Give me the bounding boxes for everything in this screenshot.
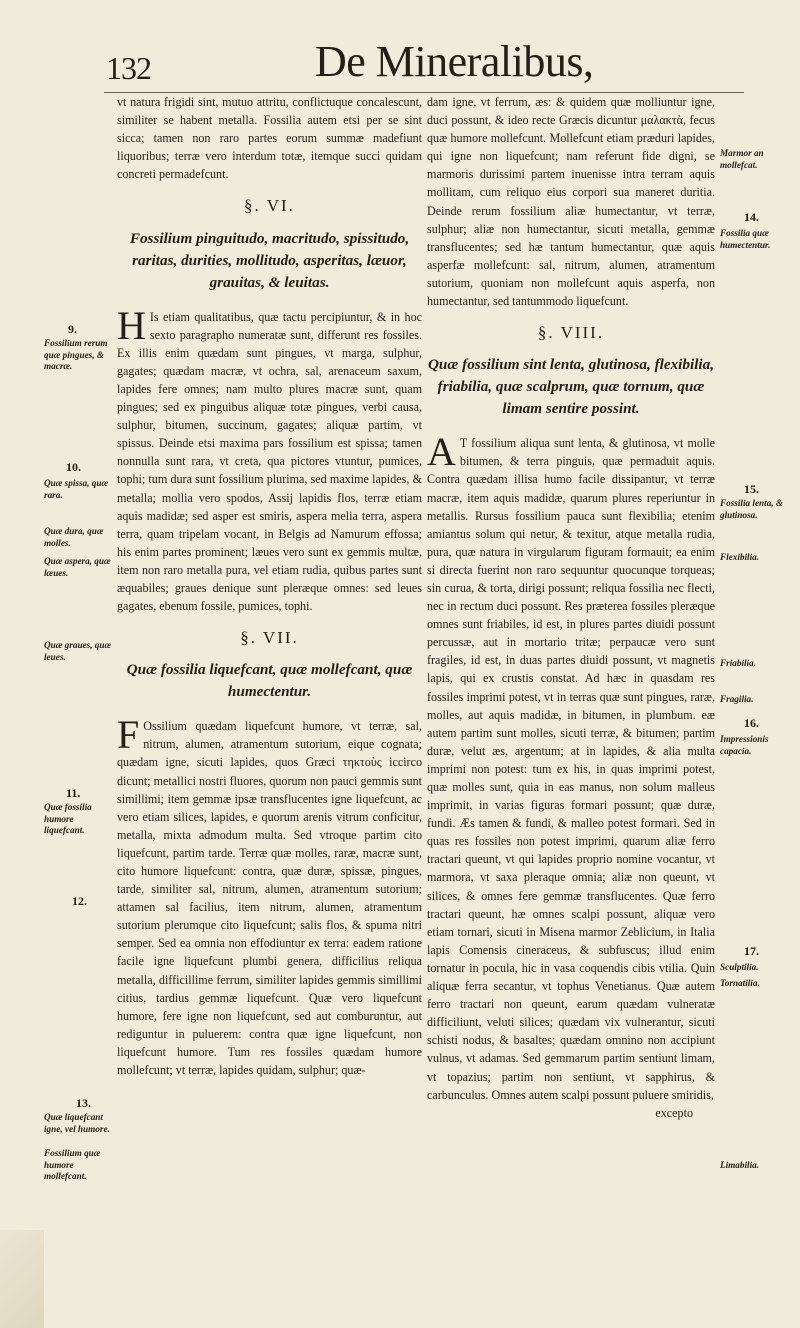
margin-note-10d: Quæ graues, quæ leues.	[44, 640, 112, 662]
margin-number-12: 12.	[72, 894, 87, 908]
section-8-text: T fossilium aliqua sunt lenta, & glutinosa, vt molle bitumen, & terra pinguis, quæ permaduit aquis. Contra quædam illisa humo facile dissipantur, vt terræ macræ, item aquis madidæ, quarum plures reperiuntur in metallis. Rursus fossilium pauca sunt flexibilia; etenim amiantus solum qui netur, & texitur, atque metalla rudia, pura, quæ natura in virgularum figuram formauit; ea enim si directa fuerint non raro sequuntur quocunque torqueas; sin curua, & torta, dirigi possunt; reliqua fossilia nec flecti, nec in rectum duci possunt. Res præterea fossiles pleræque omnes sunt friabiles, id est, in plures partes diuidi possunt percussæ, aut in mortario tritæ; perpaucæ vero sunt fragiles, id est, in duas partes diuidi possunt, vt magnetis lapis, qui ex crustis constat. Ad hæc in quasdam res fossiles imprimi potest, vt in terras quæ sunt pingues, raræ, molles, aut aquis madidæ, in bitumen, in plumbum. eæ autem partim sunt molles, sicuti terræ, & bitumen; partim duræ, velut æs, argentum; at in lapides, & alia multa imprimi non potest: tum ex his, in quas imprimi potest, quæ molles sunt, quia in eas manus, non solum malleus imprimit, in varias figuras formari possunt; quæ duræ, fundi. Æs tamen & fundi, & malleo potest formari. Sed in quas res fossiles non potest imprimi, quarum aliæ ferro tractari queunt, vt qui lapides proprio nomine vocantur, vt marmora, vt saxa pleraque omnia; aliæ non queunt, vt silices, & omnes fere gemmæ transflucentes. Quæ ferro tractari queunt, hæ omnes scalpi possunt, aliquæ vero etiam tornari, sicuti in Misena marmor Zeblicium, in Italia lapis Comensis cineraceus, & subfuscus; illud enim tornatur in pocula, hic in vasa coquendis cibis vtilia. Quin aliquæ ferra secantur, vt tophus Venetianus. Quæ autem ferro tractari non queunt, earum quædam vulneratæ difficiliunt, veluti silices; quædam vix vulnerantur, sicuti schisti nodus, & basaltes; quædam omnino non accipiunt vulnus, vt adamas. Sed gemmarum partim sentiunt limam, vt topazius; partim non sentiunt, vt sapphirus, & carbunculus. Omnes autem scalpi possunt puluere smiridis,	[427, 436, 715, 1102]
margin-number-11: 11.	[66, 786, 81, 800]
section-7-text: Ossilium quædam liquefcunt humore, vt terræ, sal, nitrum, alumen, atramentum sutorium, eique cognata; quædam igne, sicuti lapides, quos Græci τηκτοὺς iccirco dicunt; metallici nostri fluores, quorum non pauci gemmis sunt simillimi; item gemmæ ipsæ transflucentes igne liquefcunt, ac vero etiam silices, lapides, e quorum arenis vitrum conficitur, metalla, mixta admodum multa. Sed vtroque partim cito liquefcunt, partim tarde. Terræ quæ molles, raræ, macræ sunt, cito humore liquefcunt: contra, quæ duræ, spissæ, pingues, tarde, similiter sal, nitrum, alumen, atramentum sutorium; attamen sal facilius, item nitrum, alumen, atramentum sutorium plerumque cito liquefcunt; salis flos, & spuma nitri semper. Sed ea omnia non effodiuntur ex terra: eadem ratione facile igne liquefcunt plumbi genera, difficilius reliqua metalla, difficillime ferrum, similiter lapides gemmis simillimi citius, tardius gemmæ liquefcunt. Quæ vero liquefcunt humore, fere igne non liquefcunt, sed aut comburuntur, aut rediguntur in puluerem: contra quæ igne liquefcunt, non liquefcunt humore. Tum res fossiles quædam humore mollefcunt; vt terræ, lapides quidam, sulphur; quæ-	[117, 719, 422, 1078]
dropcap-a: A	[427, 429, 456, 475]
running-head: De Mineralibus,	[315, 37, 594, 86]
section-8-title: §. VIII.	[537, 323, 605, 343]
margin-note-17b: Tornatilia.	[720, 978, 760, 988]
section-8-body	[427, 429, 715, 1103]
margin-number-17: 17.	[744, 944, 759, 958]
margin-note-marmor: Marmor an mollefcat.	[720, 148, 764, 170]
left-paragraph-1: vt natura frigidi sint, mutuo attritu, conflictuque concalescunt, similiter se habent metalla. Fossilia autem etsi per se sint sicca; tamen non raro partes eorum summæ madefiunt liquoribus; terræ vero interdum totæ, itemque succi quidam concreti permadefcunt.	[117, 95, 422, 182]
margin-note-11: Quæ fossilia humore liquefcant.	[44, 802, 92, 835]
margin-note-10a: Quæ spissa, quæ rara.	[44, 478, 109, 500]
margin-number-9: 9.	[68, 322, 77, 336]
section-6-title: §. VI.	[244, 196, 295, 216]
section-6-heading: Fossilium pinguitudo, macritudo, spissitudo, raritas, durities, mollitudo, asperitas, læuor, grauitas, & leuitas.	[129, 229, 410, 291]
margin-note-17a: Sculptilia.	[720, 962, 759, 972]
margin-note-10b: Quæ dura, quæ molles.	[44, 526, 104, 548]
margin-note-15: Fossilia lenta, & glutinosa.	[720, 498, 784, 520]
page-number: 132	[106, 50, 151, 86]
margin-number-16: 16.	[744, 716, 759, 730]
margin-number-14: 14.	[744, 210, 759, 224]
margin-note-fragilia: Fragilia.	[720, 694, 754, 704]
margin-note-16: Impressionis capacia.	[720, 734, 769, 756]
margin-note-13b: Fossilium quæ humore mollefcant.	[44, 1148, 101, 1181]
catchword: excepto	[655, 1105, 693, 1120]
margin-note-friabilia: Friabilia.	[720, 658, 756, 668]
section-7-body	[117, 712, 422, 1079]
dropcap-h: H	[117, 302, 146, 348]
margin-number-15: 15.	[744, 482, 759, 496]
margin-note-flexibilia: Flexibilia.	[720, 552, 760, 562]
right-column	[427, 93, 715, 1122]
section-8-heading: Quæ fossilium sint lenta, glutinosa, flexibilia, friabilia, quæ scalprum, quæ tornum, quæ limam sentire possint.	[427, 356, 715, 418]
right-paragraph-1: dam igne, vt ferrum, æs: & quidem quæ molliuntur igne, duci possunt, & ideo recte Græcis dicuntur μαλακτὰ, fecus quæ humore mollefcunt. Mollefcunt etiam præduri lapides, qui igne non liquefcunt; nam referunt fide digni, se marmoris durissimi partem inuenisse intra terram aquis mollitam, cum reliquo eius corpori sua maneret duritia. Deinde rerum fossilium aliæ humectantur, vt terræ, sulphur; aliæ non humectantur, sicuti metalla, gemmæ transflucentes; sed hæ tantum humectantur, quæ aquis asperfæ mollefcunt: sal, nitrum, alumen, atramentum sutorium, quoniam non mollefcunt aquis asperfa, non humectantur, sed tantummodo liquefcunt.	[427, 95, 715, 309]
margin-note-14: Fossilia quæ humectentur.	[720, 228, 771, 250]
margin-number-13: 13.	[76, 1096, 91, 1110]
margin-note-limabilia: Limabilia.	[720, 1160, 760, 1170]
margin-number-10: 10.	[66, 460, 81, 474]
section-6-body	[117, 302, 422, 616]
margin-note-13: Quæ liquefcant igne, vel humore.	[44, 1112, 110, 1134]
section-7-heading: Quæ fossilia liquefcant, quæ mollefcant, quæ humectentur.	[126, 661, 413, 701]
margin-note-9: Fossilium rerum quæ pingues, & macræ.	[44, 338, 108, 371]
margin-note-10c: Quæ aspera, quæ læues.	[44, 556, 111, 578]
section-7-title: §. VII.	[240, 628, 299, 648]
page-stain	[0, 1230, 44, 1328]
section-6-text: Is etiam qualitatibus, quæ tactu percipiuntur, & in hoc sexto paragrapho numeratæ sunt, differunt res fossiles. Ex illis enim quædam sunt pingues, vt marga, sulphur, gagates; quædam macræ, vt ochra, sal, arenaceum saxum, lapides fere omnes; nam multo plures macræ sunt, quam pingues; sed ex pinguibus aliquæ totæ pingues, verbi causa, sulphur, bitumen, succinum, gagates; aliquæ partim, vt spissus. Deinde etsi maxima pars fossilium est spissa; tamen nonnulla sunt rara, vt creta, qua pictores vtuntur, pumices, tophi; tum dura sunt fossilium plurima, sed maxime lapides, & metalla; mollia vero spodos, Assij lapidis flos, terræ etiam aquis madidæ; sed asper est smiris, aspera melia terra, aspera terra, quam tripelam vocant, in Belgis ad Namurum effossa; his enim partes prominent; læues vero sunt ex gemmis multæ, item non raro metalla pura, vel etiam rudia, quibus partes sunt æquabiles; graues denique sunt pleræque omnes: sed leues gagates, ebenum fossile, pumices, tophi.	[117, 309, 422, 614]
dropcap-f: F	[117, 712, 140, 758]
left-column	[117, 93, 422, 1079]
